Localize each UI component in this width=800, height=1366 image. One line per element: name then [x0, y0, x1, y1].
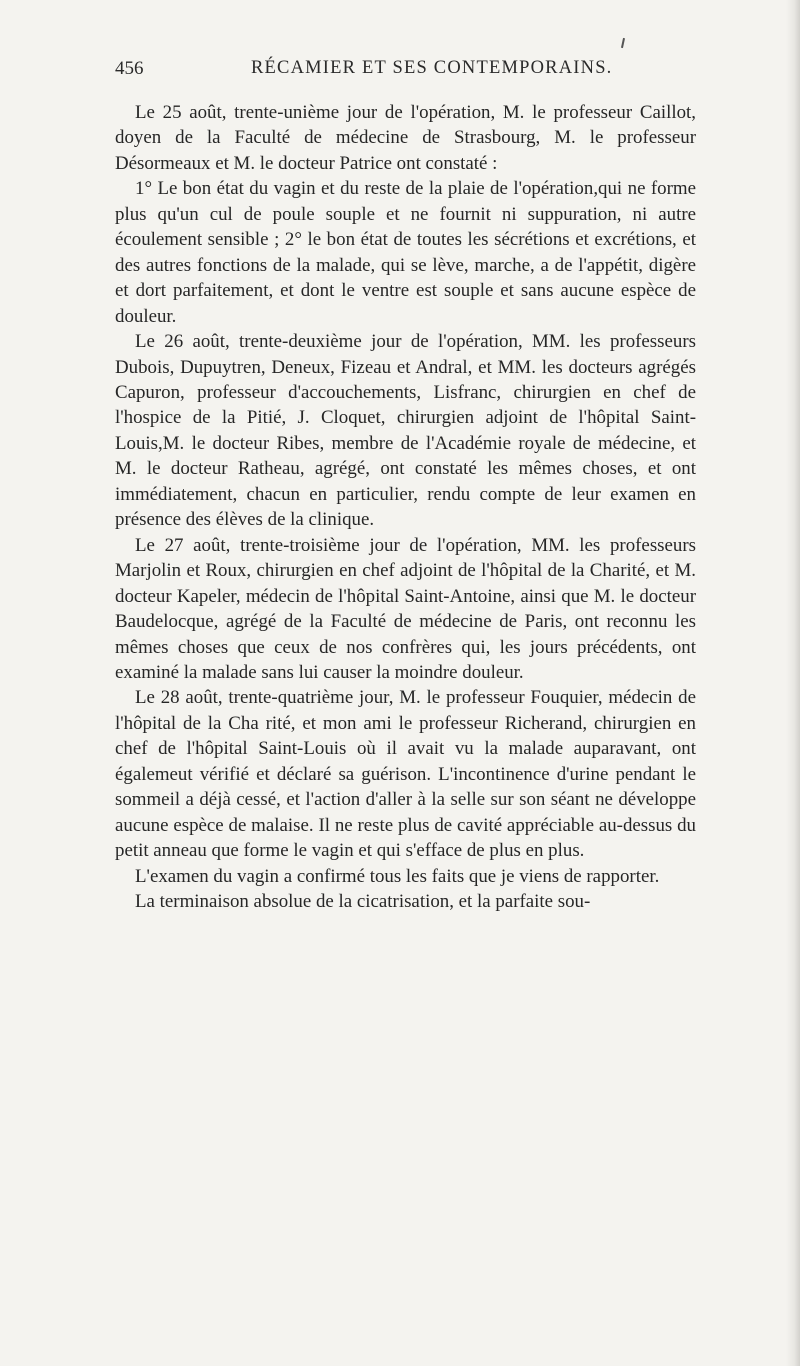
ink-mark: [621, 38, 625, 48]
page-edge-shadow: [786, 0, 800, 1366]
paragraph: 1° Le bon état du vagin et du reste de la plaie de l'opération,qui ne forme plus qu'un cul de poule souple et ne fournit ni suppuration, ni autre écoulement sensible ; 2° le bon état de toutes les sécrétions et excrétions, et des autres fonctions de la malade, qui se lève, marche, a de l'appétit, digère et dort parfaitement, et dont le ventre est souple et sans aucune espèce de douleur.: [115, 178, 696, 327]
paragraph: Le 25 août, trente-unième jour de l'opération, M. le professeur Caillot, doyen de la Faculté de médecine de Strasbourg, M. le professeur Désormeaux et M. le docteur Patrice ont constaté :: [115, 102, 696, 174]
body-text: [115, 100, 696, 915]
page-header: [115, 58, 695, 88]
running-head: RÉCAMIER ET SES CONTEMPORAINS.: [251, 58, 613, 78]
page-number: 456: [115, 58, 144, 79]
paragraph: La terminaison absolue de la cicatrisation, et la parfaite sou-: [135, 891, 591, 913]
paragraph: Le 28 août, trente-quatrième jour, M. le professeur Fouquier, médecin de l'hôpital de la Cha rité, et mon ami le professeur Richerand, chirurgien en chef de l'hôpital Saint-Louis où il avait vu la malade auparavant, ont égalemeut vérifié et déclaré sa guérison. L'incontinence d'urine pendant le sommeil a déjà cessé, et l'action d'aller à la selle sur son séant ne développe aucune espèce de malaise. Il ne reste plus de cavité appréciable au-dessus du petit anneau que forme le vagin et qui s'efface de plus en plus.: [115, 687, 696, 862]
paragraph: L'examen du vagin a confirmé tous les faits que je viens de rapporter.: [135, 865, 660, 887]
paragraph: Le 27 août, trente-troisième jour de l'opération, MM. les professeurs Marjolin et Roux, chirurgien en chef adjoint de l'hôpital de la Charité, et M. docteur Kapeler, médecin de l'hôpital Saint-Antoine, ainsi que M. le docteur Baudelocque, agrégé de la Faculté de médecine de Paris, ont reconnu les mêmes choses que ceux de nos confrères qui, les jours précédents, ont examiné la malade sans lui causer la moindre douleur.: [115, 534, 696, 683]
paragraph: Le 26 août, trente-deuxième jour de l'opération, MM. les professeurs Dubois, Dupuytren, Deneux, Fizeau et Andral, et MM. les docteurs agrégés Capuron, professeur d'accouchements, Lisfranc, chirurgien en chef de l'hospice de la Pitié, J. Cloquet, chirurgien adjoint de l'hôpital Saint-Louis,M. le docteur Ribes, membre de l'Académie royale de médecine, et M. le docteur Ratheau, agrégé, ont constaté les mêmes choses, et ont immédiatement, chacun en particulier, rendu compte de leur examen en présence des élèves de la clinique.: [115, 331, 696, 531]
